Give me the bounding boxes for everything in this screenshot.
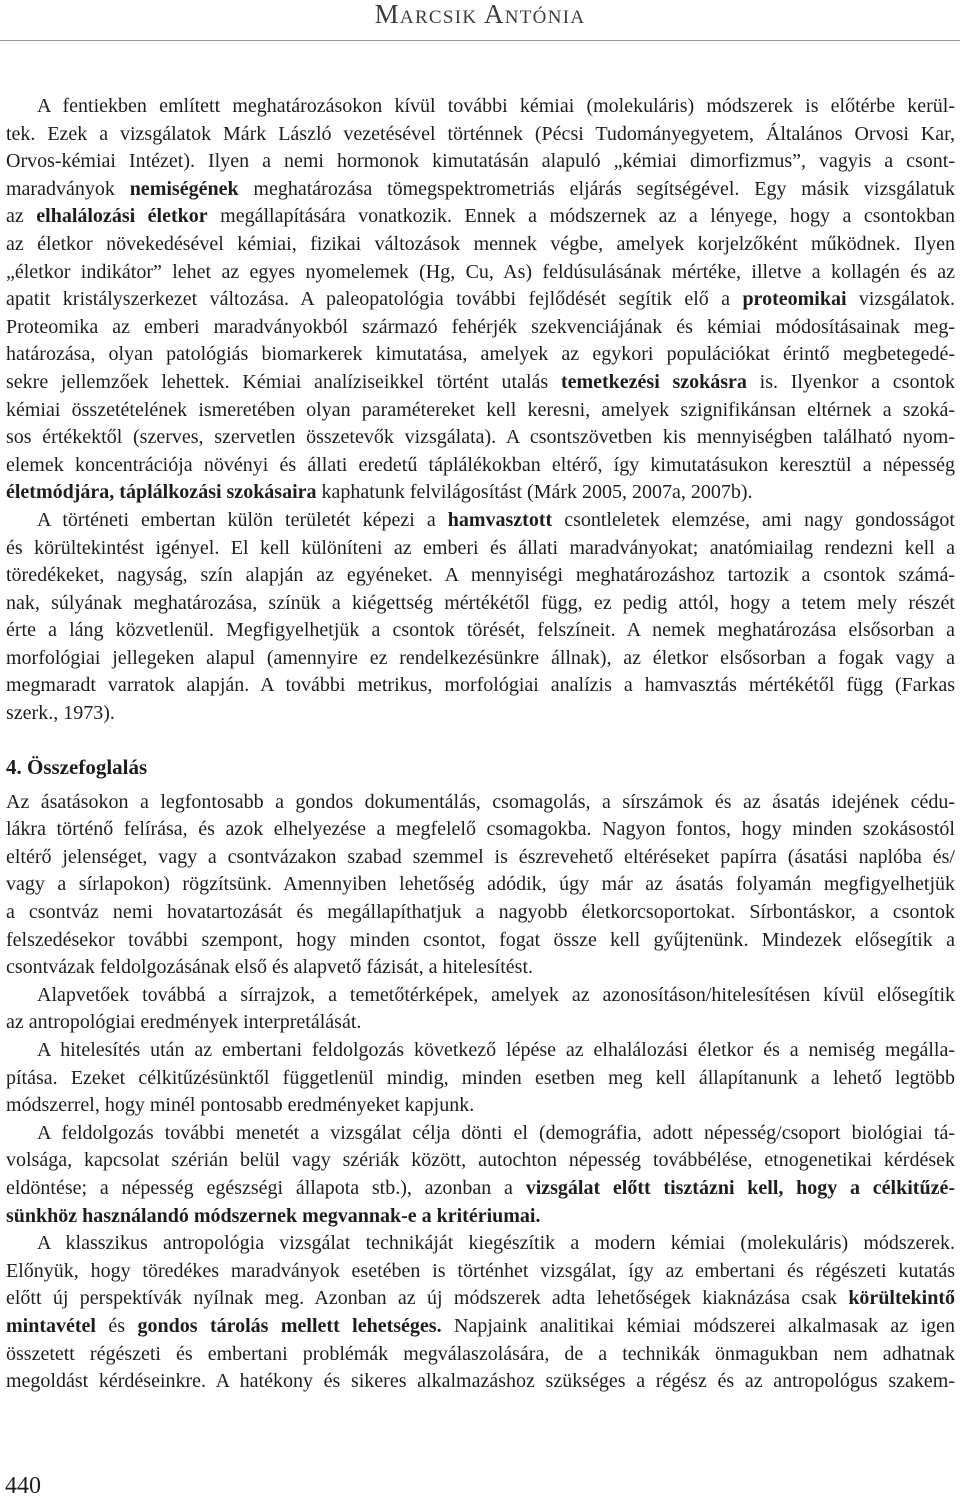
text-run: az életkor növekedésével kémiai, fizikai változások mennek végbe, amelyek korjelzőként működnek. Ilyen <box>6 232 955 255</box>
text-run: Proteomika az emberi maradványokból származó fehérjék szekvenciájának és kémiai módosításainak meg- <box>6 315 955 338</box>
text-run: kaphatunk felvilágosítást (Márk 2005, 2007a, 2007b). <box>316 481 753 504</box>
bold-text: gondos tárolás mellett lehetséges. <box>137 1314 442 1337</box>
text-line <box>6 1341 955 1369</box>
text-run: volsága, kapcsolat szérián belül vagy szériák között, autochton népesség továbbélése, etnogenetikai kérdések <box>6 1149 955 1172</box>
text-line <box>6 927 955 955</box>
text-line <box>6 1120 955 1148</box>
text-run: A feldolgozás további menetét a vizsgálat célja dönti el (demográfia, adott népesség/csoport biológiai tá- <box>37 1121 955 1144</box>
text-run: az antropológiai eredmények interpretálását. <box>6 1011 362 1034</box>
text-run: A történeti embertan külön területét képezi a <box>37 508 448 531</box>
text-line <box>6 286 955 314</box>
text-run: szerk., 1973). <box>6 702 115 725</box>
text-run: tek. Ezek a vizsgálatok Márk László vezetésével történnek (Pécsi Tudományegyetem, Általános Orvosi Kar, <box>6 122 955 145</box>
text-line <box>6 1313 955 1341</box>
text-run: maradványok <box>6 177 130 200</box>
text-line <box>6 982 955 1010</box>
text-line <box>6 369 955 397</box>
text-line <box>6 479 955 507</box>
text-run: az <box>6 205 37 228</box>
bold-text: proteomikai <box>742 288 847 311</box>
text-line <box>6 789 955 817</box>
text-run: megállapítására vonatkozik. Ennek a módszernek az a lényege, hogy a csontokban <box>207 205 955 228</box>
text-run: Előnyük, hogy töredékes maradványok esetében is történhet vizsgálat, így az embertani és régészeti kutatás <box>6 1259 955 1282</box>
text-run: megoldást kérdéseinkre. A hatékony és sikeres alkalmazáshoz szükséges a régész és az antropológus szakem- <box>6 1370 955 1393</box>
text-line <box>6 259 955 287</box>
text-line <box>6 1203 955 1231</box>
text-run: A hitelesítés után az embertani feldolgozás következő lépése az elhalálozási életkor és a nemiség megálla- <box>37 1038 955 1061</box>
text-line <box>6 507 955 535</box>
text-line <box>6 1258 955 1286</box>
text-line <box>6 535 955 563</box>
text-run: morfológiai jellegeken alapul (amennyire ez rendelkezésünkre állnak), az életkor elsősorban a fogak vagy a <box>6 646 955 669</box>
text-line <box>6 871 955 899</box>
text-line <box>6 121 955 149</box>
section-heading-summary: 4. Összefoglalás <box>6 755 148 780</box>
text-line <box>6 452 955 480</box>
text-line <box>6 1092 955 1120</box>
bold-text: mintavétel <box>6 1314 96 1337</box>
text-line <box>6 341 955 369</box>
text-line <box>6 1368 955 1396</box>
text-run: sos értékektől (szerves, szervetlen összetevők vizsgálata). A csontszövetben kis mennyiségben található nyom- <box>6 426 955 449</box>
text-line <box>6 424 955 452</box>
text-run: nak, súlyának meghatározása, színük a kiégettség mértékétől függ, ez pedig attól, hogy a tetem mely részét <box>6 591 955 614</box>
text-run: lákra történő felírása, és azok elhelyezése a megfelelő csomagokba. Nagyon fontos, hogy minden szokásostól <box>6 818 955 841</box>
text-run: módszerrel, hogy minél pontosabb eredményeket kapjunk. <box>6 1094 475 1117</box>
text-line <box>6 397 955 425</box>
text-line <box>6 617 955 645</box>
bold-text: életmódjára, táplálkozási szokásaira <box>6 481 317 504</box>
text-run: A fentiekben említett meghatározásokon kívül további kémiai (molekuláris) módszerek is előtérbe kerül- <box>37 95 955 117</box>
text-run: csontleletek elemzése, ami nagy gondosságot <box>552 508 955 531</box>
text-line <box>6 1147 955 1175</box>
text-run: vagy a sírlapokon) rögzítsünk. Amennyiben lehetőség adódik, úgy már az ásatás folyamán megfigyelhetjük <box>6 873 955 896</box>
bold-text: elhalálozási életkor <box>36 205 208 228</box>
text-line <box>6 176 955 204</box>
bold-text: vizsgálat előtt tisztázni kell, hogy a célkitűzé- <box>525 1176 955 1199</box>
paragraph-excavation-documentation <box>6 789 955 982</box>
running-head-author: Marcsik Antónia <box>374 0 586 29</box>
paragraph-chemical-methods <box>6 93 955 507</box>
text-run: és <box>95 1314 138 1337</box>
text-line <box>6 562 955 590</box>
text-run: töredékeket, nagyság, szín alapján az egyéneket. A mennyiségi meghatározáshoz tartozik a csontok számá- <box>6 564 955 587</box>
text-run: érte a láng közvetlenül. Megfigyelhetjük a csontok törését, felszíneit. A nemek meghatározása elsősorban a <box>6 619 955 642</box>
paragraph-research-aims <box>6 1120 955 1230</box>
text-run: a csontváz nemi hovatartozását és megállapíthatjuk a nagyobb életkorcsoportokat. Sírbontáskor, a csontok <box>6 901 955 924</box>
text-line <box>6 844 955 872</box>
text-line <box>6 314 955 342</box>
text-line <box>6 954 955 982</box>
bold-text: hamvasztott <box>447 508 553 531</box>
body-text <box>6 93 955 1396</box>
text-run: és körültekintést igényel. El kell különíteni az emberi és állati maradványokat; anatómiailag rendezni kell a <box>6 536 955 559</box>
text-run: sekre jellemzőek lehettek. Kémiai analíziseikkel történt utalás <box>6 370 561 393</box>
text-run: megmaradt varratok alapján. A további metrikus, morfológiai analízis a hamvasztás mértékétől függ (Farkas <box>6 674 955 697</box>
text-line <box>6 1065 955 1093</box>
header-rule <box>0 40 960 41</box>
bold-text: temetkezési szokásra <box>560 370 747 393</box>
text-run: felszedésekor további szempont, hogy minden csontot, fogat össze kell gyűjtenünk. Mindezek elősegítik a <box>6 928 955 951</box>
text-run: kémiai összetételének ismeretében olyan paramétereket kell keresni, amelyek szignifikánsan eltérnek a szoká- <box>6 398 955 421</box>
text-line <box>6 672 955 700</box>
bold-text: körültekintő <box>848 1287 955 1310</box>
page-number: 440 <box>5 1473 41 1497</box>
text-line <box>6 816 955 844</box>
text-run: Napjaink analitikai kémiai módszerei alkalmasak az igen <box>441 1314 956 1337</box>
text-line <box>6 645 955 673</box>
paragraph-grave-drawings <box>6 982 955 1037</box>
text-line <box>6 1285 955 1313</box>
text-run: meghatározása tömegspektrometriás eljárás segítségével. Egy másik vizsgálatuk <box>238 177 955 200</box>
paragraph-cremated-remains <box>6 507 955 728</box>
text-run: Alapvetőek továbbá a sírrajzok, a temetőtérképek, amelyek az azonosításon/hitelesítésen kívül elősegítik <box>37 983 955 1006</box>
text-run: Az ásatásokon a legfontosabb a gondos dokumentálás, csomagolás, a sírszámok és az ásatás idejének cédu- <box>6 790 955 813</box>
paragraph-modern-methods <box>6 1230 955 1396</box>
text-line <box>6 899 955 927</box>
text-run: Orvos-kémiai Intézet). Ilyen a nemi hormonok kimutatásán alapuló „kémiai dimorfizmus”, vagyis a csont- <box>6 150 955 173</box>
text-run: elemek koncentrációja növényi és állati eredetű táplálékokban eltérő, így kimutatásukon keresztül a népesség <box>6 453 955 476</box>
text-line <box>6 148 955 176</box>
text-run: csontvázak feldolgozásának első és alapvető fázisát, a hitelesítést. <box>6 956 534 979</box>
text-run: is. Ilyenkor a csontok <box>746 370 955 393</box>
bold-text: nemiségének <box>129 177 239 200</box>
text-line <box>6 1230 955 1258</box>
text-line <box>6 231 955 259</box>
text-run: eldöntése; a népesség egészségi állapota stb.), azonban a <box>6 1176 526 1199</box>
text-line <box>6 1037 955 1065</box>
text-line <box>6 1175 955 1203</box>
text-run: apatit kristályszerkezet változása. A paleopatológia további fejlődését segítik elő a <box>6 288 743 311</box>
text-run: „életkor indikátor” lehet az egyes nyomelemek (Hg, Cu, As) feldúsulásának mértéke, illetve a kollagén és az <box>6 260 955 283</box>
text-line <box>6 700 955 728</box>
paragraph-age-sex-determination <box>6 1037 955 1120</box>
text-run: előtt új perspektívák nyílnak meg. Azonban az új módszerek adta lehetőségek kiaknázása csak <box>6 1287 849 1310</box>
text-line <box>6 1009 955 1037</box>
text-line <box>6 93 955 121</box>
text-run: A klasszikus antropológia vizsgálat technikáját kiegészítik a modern kémiai (molekuláris) módszerek. <box>37 1232 955 1255</box>
text-run: pítása. Ezeket célkitűzésünktől függetlenül mindig, minden esetben meg kell állapítanunk a lehető legtöbb <box>6 1066 955 1089</box>
bold-text: sünkhöz használandó módszernek megvannak-e a kritériumai. <box>6 1204 541 1227</box>
text-run: összetett régészeti és embertani problémák megválaszolására, de a technikák önmagukban nem adhatnak <box>6 1342 955 1365</box>
text-run: határozása, olyan patológiás biomarkerek kimutatása, amelyek az egykori populációkat érintő megbetegedé- <box>6 343 955 366</box>
text-run: vizsgálatok. <box>846 288 955 311</box>
text-run: eltérő jelenséget, vagy a csontvázakon szabad szemmel is észrevehető eltéréseket papírra (ásatási naplóba és/ <box>6 845 955 868</box>
text-line <box>6 590 955 618</box>
text-line <box>6 203 955 231</box>
